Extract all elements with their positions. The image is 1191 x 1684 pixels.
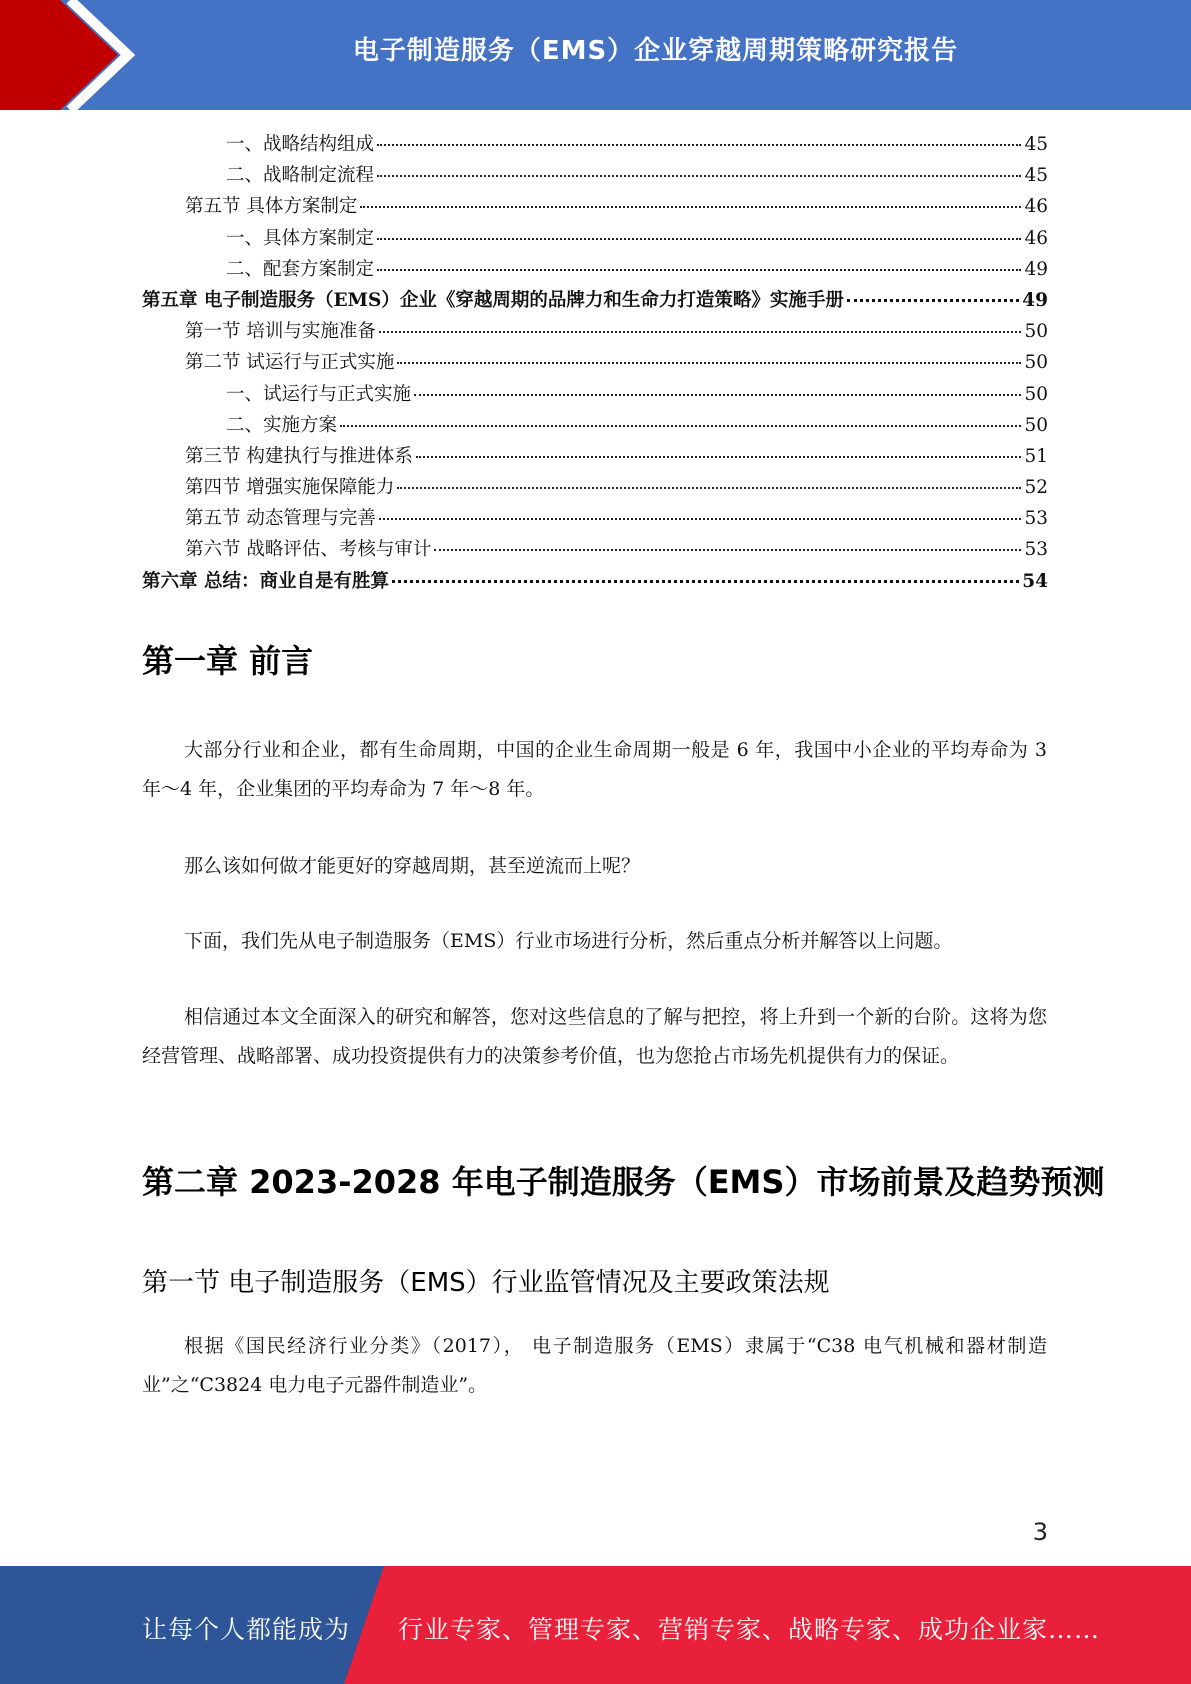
- toc-leader-dots: [379, 518, 1022, 520]
- toc-leader-dots: [392, 580, 1019, 583]
- toc-entry-page: 50: [1024, 352, 1048, 374]
- toc-entry-page: 46: [1024, 196, 1048, 218]
- toc-leader-dots: [416, 456, 1022, 458]
- toc-entry[interactable]: [142, 161, 1048, 192]
- toc-entry[interactable]: [142, 317, 1048, 348]
- toc-leader-dots: [414, 394, 1021, 396]
- toc-entry-label: 一、具体方案制定: [226, 227, 375, 249]
- toc-entry-page: 45: [1024, 134, 1048, 155]
- toc-entry-label: 一、试运行与正式实施: [226, 383, 412, 405]
- toc-leader-dots: [847, 299, 1019, 302]
- toc-entry-page: 53: [1024, 508, 1048, 530]
- toc-leader-dots: [377, 144, 1021, 146]
- toc-leader-dots: [377, 269, 1021, 271]
- toc-entry-page: 50: [1024, 321, 1048, 343]
- toc-entry-label: 第四节 增强实施保障能力: [185, 477, 395, 499]
- toc-entry-label: 二、实施方案: [226, 414, 338, 436]
- toc-entry-page: 52: [1024, 477, 1048, 499]
- page-header: [0, 0, 1191, 110]
- toc-entry[interactable]: [142, 380, 1048, 411]
- toc-leader-dots: [360, 206, 1021, 208]
- toc-entry-page: 49: [1024, 258, 1048, 280]
- report-title: 电子制造服务（EMS）企业穿越周期策略研究报告: [352, 36, 959, 66]
- toc-entry-page: 45: [1024, 165, 1048, 187]
- toc-entry-label: 二、配套方案制定: [226, 258, 375, 280]
- footer-slogan-right: 行业专家、管理专家、营销专家、战略专家、成功企业家……: [398, 1615, 1101, 1644]
- chapter1-paragraph-4: 相信通过本文全面深入的研究和解答，您对这些信息的了解与把控，将上升到一个新的台阶。这将为您经营管理、战略部署、成功投资提供有力的决策参考价值，也为您抢占市场先机提供有力的保证。: [142, 1006, 1047, 1067]
- page-footer: [0, 1566, 1191, 1684]
- toc-entry[interactable]: [142, 255, 1048, 286]
- toc-leader-dots: [379, 331, 1022, 333]
- toc-entry-label: 第五章 电子制造服务（EMS）企业《穿越周期的品牌力和生命力打造策略》实施手册: [142, 289, 844, 311]
- toc-entry[interactable]: [142, 567, 1048, 598]
- toc-entry[interactable]: [142, 535, 1048, 566]
- header-chevron-icon: [0, 0, 160, 110]
- chapter1-title: 第一章 前言: [142, 642, 314, 680]
- toc-leader-dots: [377, 238, 1021, 240]
- toc-leader-dots: [397, 362, 1021, 364]
- toc-entry[interactable]: [142, 504, 1048, 535]
- toc-leader-dots: [397, 487, 1021, 489]
- toc-entry[interactable]: [142, 411, 1048, 442]
- chapter1-paragraph-3: 下面，我们先从电子制造服务（EMS）行业市场进行分析，然后重点分析并解答以上问题。: [184, 930, 953, 952]
- toc-entry-page: 50: [1024, 383, 1048, 405]
- toc-entry[interactable]: [142, 348, 1048, 379]
- toc-entry-label: 第五节 具体方案制定: [185, 196, 358, 218]
- toc-entry[interactable]: [142, 192, 1048, 223]
- toc-entry-page: 50: [1024, 414, 1048, 436]
- toc-entry-label: 第六节 战略评估、考核与审计: [185, 539, 432, 561]
- toc-entry-label: 二、战略制定流程: [226, 165, 375, 187]
- footer-slogan-left: 让每个人都能成为: [142, 1615, 351, 1644]
- toc-entry-page: 51: [1024, 445, 1048, 467]
- toc-entry[interactable]: [142, 473, 1048, 504]
- toc-leader-dots: [434, 549, 1021, 551]
- chapter2-section1-title: 第一节 电子制造服务（EMS）行业监管情况及主要政策法规: [142, 1268, 830, 1298]
- toc-entry-label: 第六章 总结：商业自是有胜算: [142, 570, 389, 592]
- chapter1-paragraph-1: 大部分行业和企业，都有生命周期，中国的企业生命周期一般是 6 年，我国中小企业的平均寿命为 3 年～4 年，企业集团的平均寿命为 7 年～8 年。: [142, 739, 1047, 800]
- toc-entry-page: 49: [1022, 289, 1048, 311]
- toc-entry-page: 46: [1024, 227, 1048, 249]
- toc-entry-label: 第五节 动态管理与完善: [185, 508, 376, 530]
- chapter2-paragraph-1: 根据《国民经济行业分类》（2017）， 电子制造服务（EMS）隶属于“C38 电气机械和器材制造业”之“C3824 电力电子元器件制造业”。: [142, 1335, 1047, 1396]
- toc-entry-label: 一、战略结构组成: [226, 134, 375, 155]
- chapter2-title: 第二章 2023-2028 年电子制造服务（EMS）市场前景及趋势预测: [142, 1163, 1105, 1201]
- toc-leader-dots: [340, 425, 1021, 427]
- toc-entry-label: 第三节 构建执行与推进体系: [185, 445, 413, 467]
- toc-entry[interactable]: [142, 286, 1048, 317]
- toc-leader-dots: [377, 175, 1021, 177]
- page-number: 3: [1032, 1518, 1048, 1546]
- toc-entry[interactable]: [142, 442, 1048, 473]
- toc-entry-page: 54: [1022, 570, 1048, 592]
- toc-entry[interactable]: [142, 224, 1048, 255]
- toc-entry[interactable]: [142, 130, 1048, 161]
- toc-entry-label: 第二节 试运行与正式实施: [185, 352, 395, 374]
- table-of-contents: [142, 130, 1048, 598]
- chapter1-paragraph-2: 那么该如何做才能更好的穿越周期，甚至逆流而上呢？: [184, 855, 641, 877]
- toc-entry-page: 53: [1024, 539, 1048, 561]
- toc-entry-label: 第一节 培训与实施准备: [185, 321, 376, 343]
